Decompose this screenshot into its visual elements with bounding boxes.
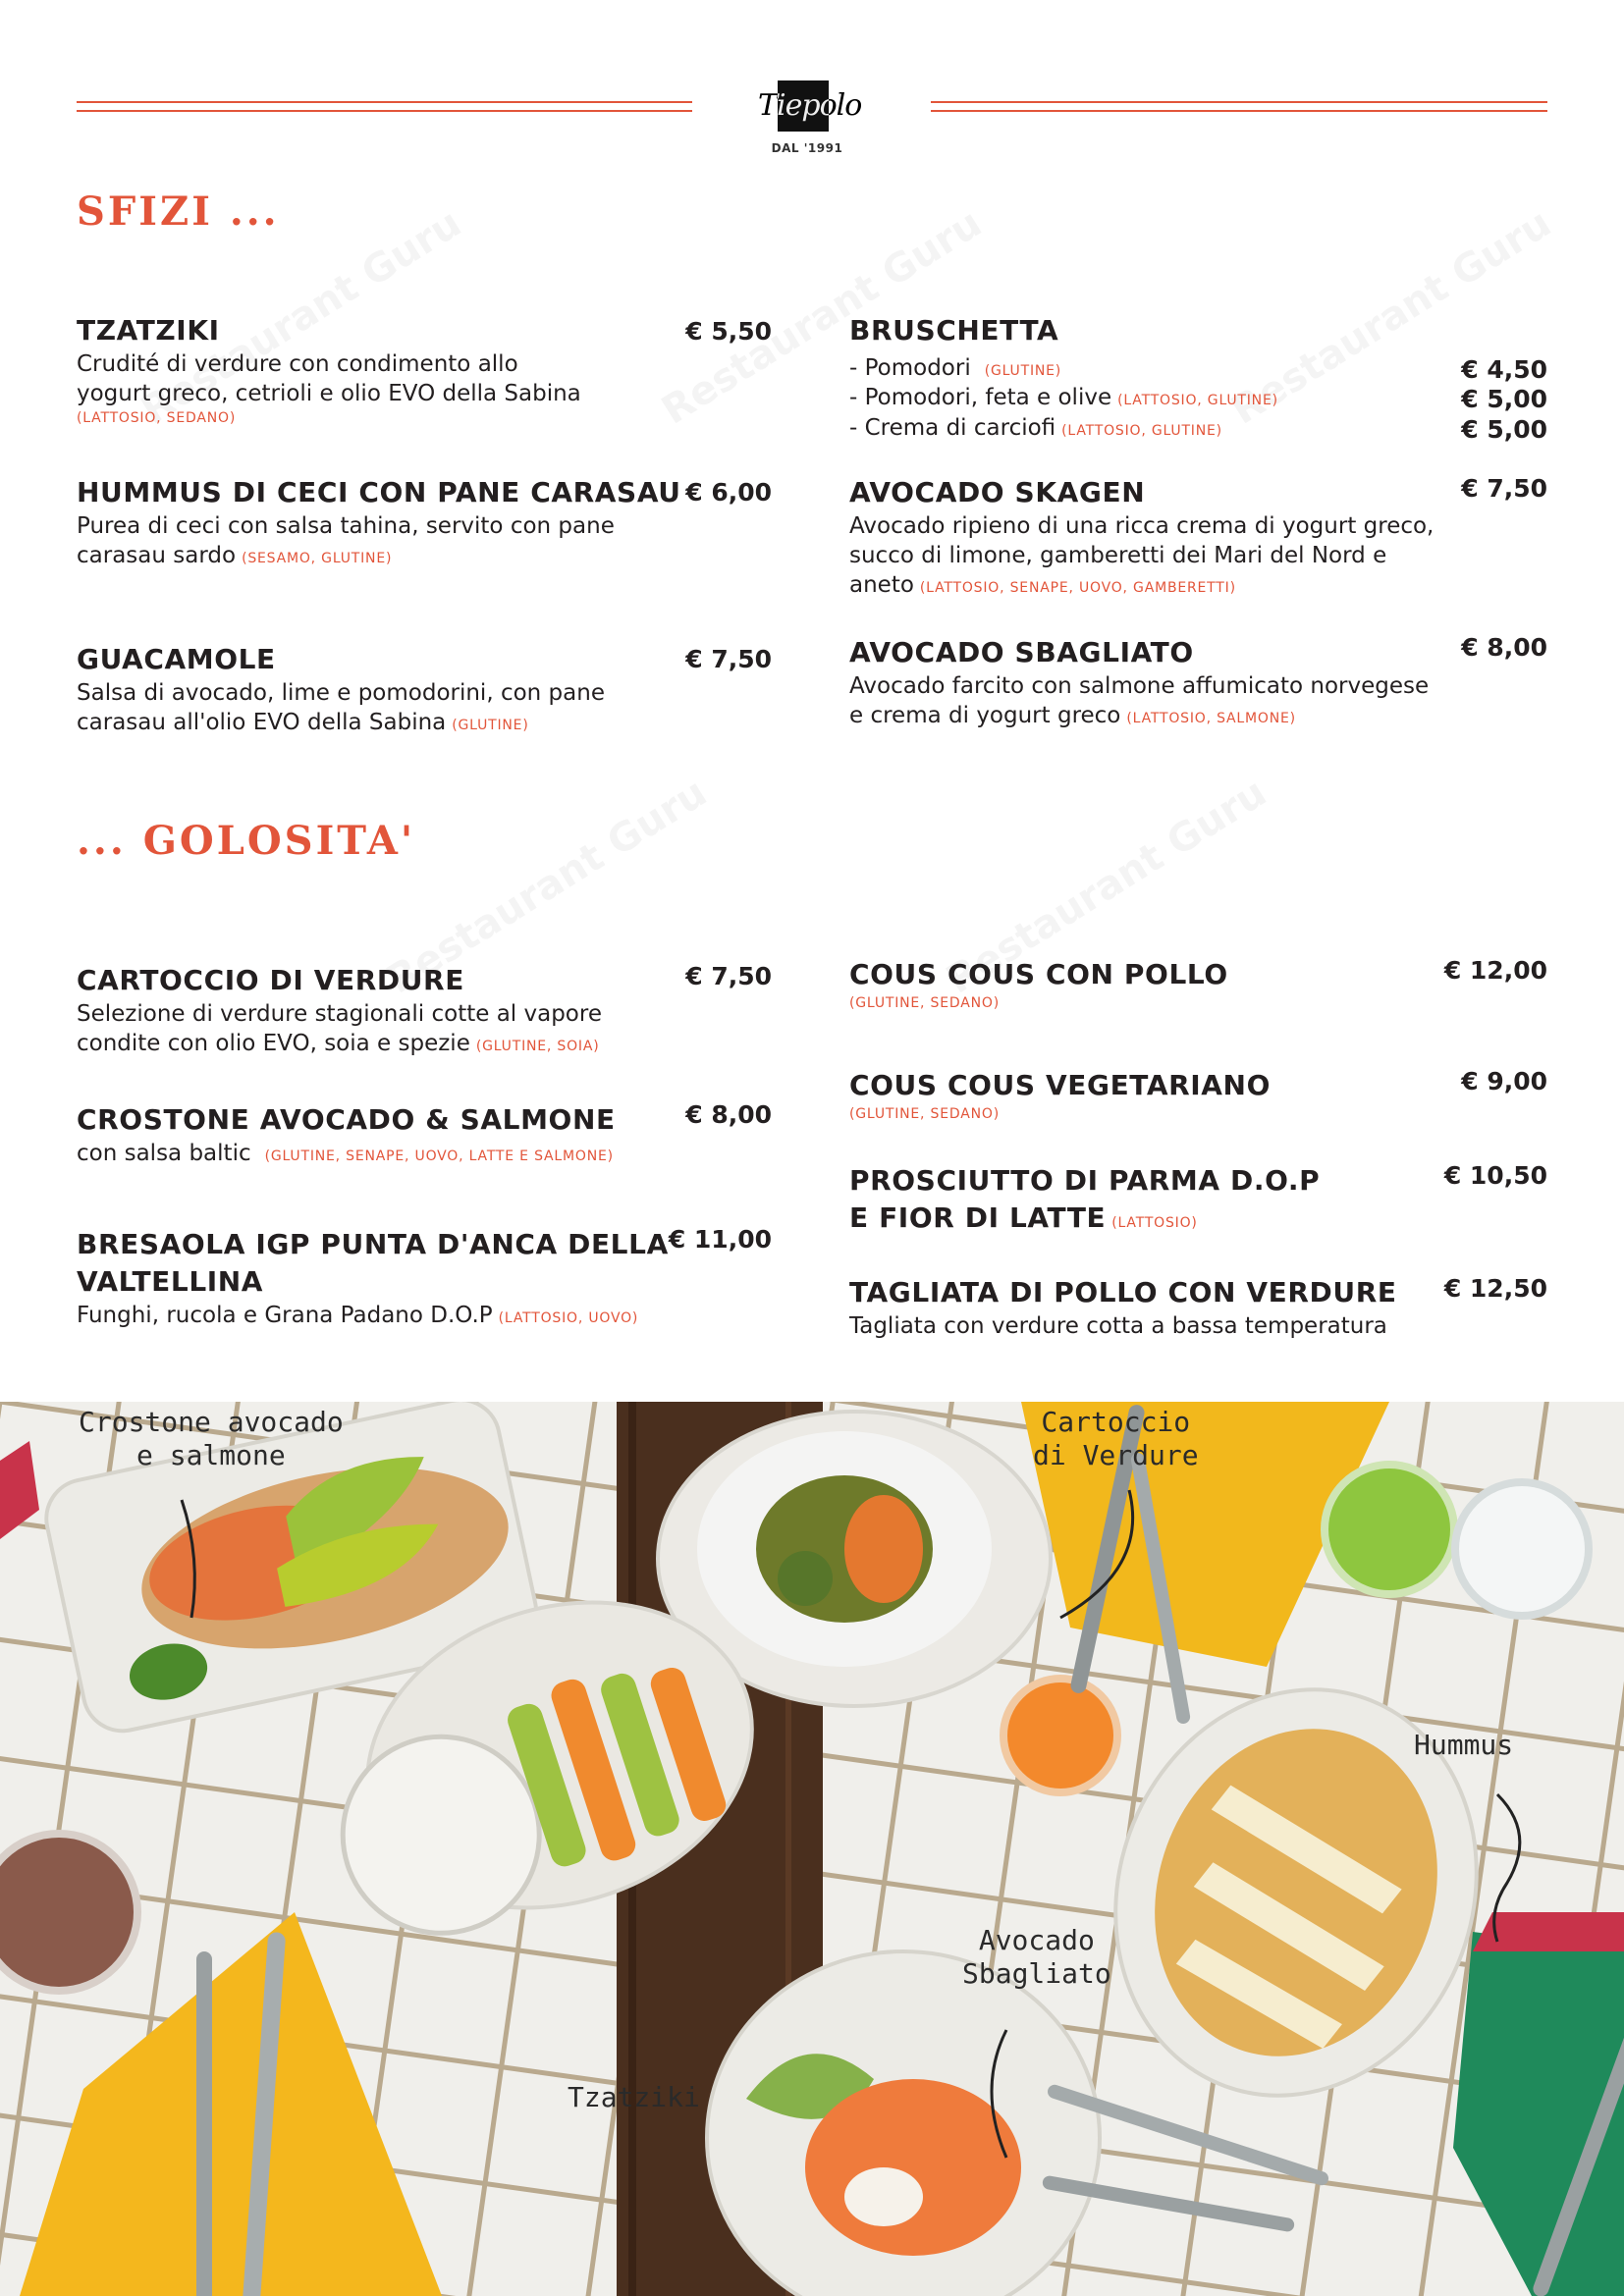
item-name: VALTELLINA — [77, 1265, 264, 1298]
item-desc: Salsa di avocado, lime e pomodorini, con pane — [77, 680, 605, 706]
item-price: € 12,50 — [1443, 1274, 1547, 1303]
item-desc: succo di limone, gamberetti dei Mari del Nord e — [849, 543, 1387, 568]
item-name: AVOCADO SBAGLIATO — [849, 636, 1194, 668]
item-name: TZATZIKI — [77, 314, 220, 347]
item-name: COUS COUS CON POLLO — [849, 958, 1228, 990]
bruschetta-option: - Pomodori, feta e olive (LATTOSIO, GLUTINE) — [849, 385, 1278, 410]
item-allergens: (LATTOSIO, UOVO) — [498, 1310, 639, 1326]
item-desc: Purea di ceci con salsa tahina, servito con pane — [77, 513, 615, 539]
menu-item-cous-cous-vegetariano — [849, 1067, 1271, 1124]
item-desc: yogurt greco, cetrioli e olio EVO della Sabina — [77, 381, 581, 406]
item-desc: e crema di yogurt greco — [849, 703, 1121, 728]
menu-item-prosciutto — [849, 1162, 1320, 1242]
menu-item-avocado-sbagliato — [849, 634, 1429, 733]
bruschetta-option: - Crema di carciofi (LATTOSIO, GLUTINE) — [849, 415, 1222, 441]
item-price: € 11,00 — [668, 1225, 772, 1254]
menu-item-tzatziki — [77, 312, 581, 428]
item-name: BRESAOLA IGP PUNTA D'ANCA DELLA — [77, 1228, 669, 1260]
item-allergens: (GLUTINE, SEDANO) — [849, 1106, 1000, 1122]
item-name: BRUSCHETTA — [849, 314, 1059, 347]
section-title-golosita: ... GOLOSITA' — [77, 818, 416, 864]
item-price: € 6,00 — [685, 478, 772, 507]
item-desc: Tagliata con verdure cotta a bassa temperatura — [849, 1313, 1387, 1339]
menu-item-bresaola — [77, 1226, 669, 1333]
item-price: € 8,00 — [1461, 633, 1547, 662]
header-rule-left — [77, 101, 692, 112]
photo-label-avocado-sbagliato: Avocado Sbagliato — [962, 1924, 1111, 1990]
menu-item-cartoccio — [77, 962, 602, 1061]
section-title-sfizi: SFIZI ... — [77, 188, 280, 235]
menu-item-guacamole — [77, 641, 605, 740]
item-price: € 10,50 — [1443, 1161, 1547, 1190]
item-desc: Crudité di verdure con condimento allo — [77, 351, 518, 377]
menu-item-cous-cous-pollo — [849, 956, 1228, 1013]
item-desc: Avocado ripieno di una ricca crema di yogurt greco, — [849, 513, 1435, 539]
item-name: CARTOCCIO DI VERDURE — [77, 964, 464, 996]
item-desc: Funghi, rucola e Grana Padano D.O.P — [77, 1303, 493, 1328]
item-price: € 5,50 — [685, 317, 772, 346]
item-price: € 9,00 — [1461, 1067, 1547, 1095]
item-desc: aneto — [849, 572, 914, 598]
menu-item-hummus — [77, 474, 681, 573]
photo-label-crostone: Crostone avocado e salmone — [79, 1406, 344, 1471]
item-allergens: (LATTOSIO, SEDANO) — [77, 410, 237, 426]
photo-label-cartoccio: Cartoccio di Verdure — [1033, 1406, 1199, 1471]
item-name: CROSTONE AVOCADO & SALMONE — [77, 1103, 616, 1136]
item-price: € 7,50 — [685, 645, 772, 673]
item-price: € 4,50 — [1461, 355, 1547, 384]
menu-item-bruschetta — [849, 312, 1058, 349]
item-allergens: (GLUTINE, SOIA) — [475, 1039, 600, 1054]
logo — [758, 80, 862, 161]
item-name: COUS COUS VEGETARIANO — [849, 1069, 1271, 1101]
item-name: AVOCADO SKAGEN — [849, 476, 1146, 508]
item-desc: con salsa baltic — [77, 1141, 251, 1166]
item-allergens: (GLUTINE) — [452, 718, 529, 733]
photo-label-tzatziki: Tzatziki — [568, 2081, 700, 2113]
menu-item-tagliata — [849, 1274, 1397, 1341]
photo-label-hummus: Hummus — [1414, 1729, 1514, 1761]
item-price: € 5,00 — [1461, 385, 1547, 413]
item-name: HUMMUS DI CECI CON PANE CARASAU — [77, 476, 681, 508]
logo-script: Tiepolo — [758, 88, 862, 123]
item-price: € 7,50 — [1461, 474, 1547, 503]
item-price: € 12,00 — [1443, 956, 1547, 985]
item-desc: condite con olio EVO, soia e spezie — [77, 1031, 470, 1056]
item-desc: Selezione di verdure stagionali cotte al vapore — [77, 1001, 602, 1027]
food-photo-illustration — [0, 1402, 1624, 2296]
item-allergens: (SESAMO, GLUTINE) — [242, 551, 393, 566]
menu-item-avocado-skagen — [849, 474, 1434, 603]
item-name: GUACAMOLE — [77, 643, 276, 675]
item-name: PROSCIUTTO DI PARMA D.O.P — [849, 1164, 1321, 1197]
item-name: TAGLIATA DI POLLO CON VERDURE — [849, 1276, 1397, 1308]
item-desc: carasau all'olio EVO della Sabina — [77, 710, 447, 735]
item-price: € 7,50 — [685, 962, 772, 990]
item-allergens: (LATTOSIO, SALMONE) — [1126, 711, 1296, 726]
item-price: € 5,00 — [1461, 415, 1547, 444]
logo-since: DAL '1991 — [771, 141, 843, 155]
header-rule-right — [931, 101, 1547, 112]
item-desc: Avocado farcito con salmone affumicato norvegese — [849, 673, 1430, 699]
food-photo — [0, 1402, 1624, 2296]
item-allergens: (GLUTINE, SEDANO) — [849, 995, 1000, 1011]
item-allergens: (LATTOSIO) — [1111, 1215, 1198, 1231]
item-allergens: (LATTOSIO, SENAPE, UOVO, GAMBERETTI) — [919, 580, 1236, 596]
item-allergens: (GLUTINE, SENAPE, UOVO, LATTE E SALMONE) — [264, 1148, 614, 1164]
item-price: € 8,00 — [685, 1100, 772, 1129]
item-name: E FIOR DI LATTE — [849, 1201, 1107, 1234]
item-desc: carasau sardo — [77, 543, 237, 568]
bruschetta-option: - Pomodori (GLUTINE) — [849, 355, 1062, 381]
menu-item-crostone — [77, 1101, 616, 1171]
